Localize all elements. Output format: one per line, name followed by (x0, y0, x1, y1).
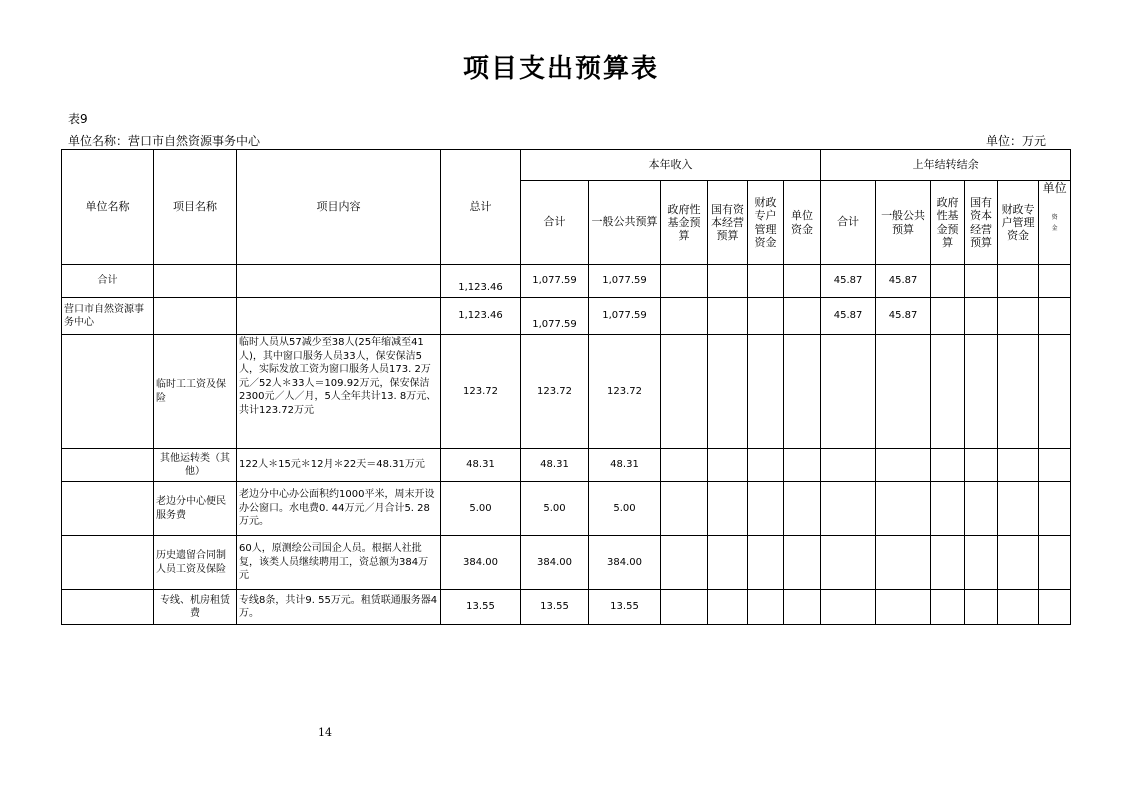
total-row-total: 1,123.46 (441, 265, 521, 298)
empty-cell (748, 590, 784, 625)
header-carry-unit-small-2: 金 (1051, 224, 1058, 232)
header-carry-unit-funds (1039, 181, 1071, 265)
project-income-general: 5.00 (589, 482, 661, 536)
empty-cell (748, 536, 784, 590)
unit-name-label: 单位名称：营口市自然资源事务中心 (68, 134, 261, 148)
project-income-total: 123.72 (521, 335, 589, 449)
empty-cell (661, 449, 708, 482)
header-income-unit-funds: 单位资金 (784, 181, 821, 265)
project-income-total: 5.00 (521, 482, 589, 536)
empty-cell (661, 590, 708, 625)
empty-cell (237, 265, 441, 298)
empty-cell (998, 265, 1039, 298)
empty-cell (965, 335, 998, 449)
empty-cell (748, 265, 784, 298)
project-name: 临时工工资及保险 (154, 335, 237, 449)
empty-cell (708, 590, 748, 625)
empty-cell (62, 449, 154, 482)
table-row (62, 449, 1071, 482)
table-row-unit (62, 298, 1071, 335)
empty-cell (998, 590, 1039, 625)
header-carry-fiscal-special: 财政专户管理资金 (998, 181, 1039, 265)
project-income-general: 13.55 (589, 590, 661, 625)
total-row-carry-general: 45.87 (876, 265, 931, 298)
empty-cell (965, 298, 998, 335)
empty-cell (708, 449, 748, 482)
header-project-name: 项目名称 (154, 150, 237, 265)
header-carry-state-capital: 国有资本经营预算 (965, 181, 998, 265)
empty-cell (784, 335, 821, 449)
empty-cell (1039, 449, 1071, 482)
empty-cell (1039, 590, 1071, 625)
unit-row-total: 1,123.46 (441, 298, 521, 335)
project-income-total: 48.31 (521, 449, 589, 482)
empty-cell (748, 335, 784, 449)
empty-cell (821, 482, 876, 536)
total-row-income-total: 1,077.59 (521, 265, 589, 298)
header-income-state-capital: 国有资本经营预算 (708, 181, 748, 265)
empty-cell (784, 536, 821, 590)
empty-cell (876, 536, 931, 590)
empty-cell (154, 265, 237, 298)
empty-cell (931, 482, 965, 536)
budget-table (61, 149, 1071, 625)
page-number: 14 (318, 726, 332, 739)
empty-cell (998, 298, 1039, 335)
empty-cell (998, 482, 1039, 536)
table-row (62, 536, 1071, 590)
empty-cell (1039, 335, 1071, 449)
table-row (62, 335, 1071, 449)
empty-cell (931, 536, 965, 590)
header-income-total: 合计 (521, 181, 589, 265)
header-carry-general: 一般公共预算 (876, 181, 931, 265)
empty-cell (876, 590, 931, 625)
unit-row-income-total: 1,077.59 (521, 298, 589, 335)
header-income-gov-fund: 政府性基金预算 (661, 181, 708, 265)
empty-cell (784, 298, 821, 335)
empty-cell (821, 590, 876, 625)
empty-cell (998, 449, 1039, 482)
project-income-general: 48.31 (589, 449, 661, 482)
header-income-fiscal-special: 财政专户管理资金 (748, 181, 784, 265)
empty-cell (661, 536, 708, 590)
empty-cell (965, 482, 998, 536)
empty-cell (62, 590, 154, 625)
project-content: 专线8条，共计9. 55万元。租赁联通服务器4万。 (237, 590, 441, 625)
project-income-total: 13.55 (521, 590, 589, 625)
empty-cell (708, 335, 748, 449)
empty-cell (965, 265, 998, 298)
empty-cell (998, 335, 1039, 449)
table-row-total (62, 265, 1071, 298)
currency-unit-label: 单位：万元 (986, 134, 1047, 148)
empty-cell (154, 298, 237, 335)
empty-cell (821, 536, 876, 590)
unit-row-income-general: 1,077.59 (589, 298, 661, 335)
empty-cell (931, 335, 965, 449)
header-total: 总计 (441, 150, 521, 265)
project-content: 60人，原测绘公司国企人员。根据人社批复，该类人员继续聘用工，资总额为384万元 (237, 536, 441, 590)
empty-cell (708, 265, 748, 298)
empty-cell (965, 536, 998, 590)
project-total: 48.31 (441, 449, 521, 482)
empty-cell (661, 298, 708, 335)
header-carry-total: 合计 (821, 181, 876, 265)
header-prev-year-carryover: 上年结转结余 (821, 150, 1071, 181)
empty-cell (748, 449, 784, 482)
empty-cell (998, 536, 1039, 590)
empty-cell (1039, 298, 1071, 335)
unit-row-label: 营口市自然资源事务中心 (62, 298, 154, 335)
empty-cell (965, 590, 998, 625)
unit-row-carry-total: 45.87 (821, 298, 876, 335)
table-row (62, 482, 1071, 536)
unit-row-carry-general: 45.87 (876, 298, 931, 335)
empty-cell (708, 536, 748, 590)
empty-cell (876, 335, 931, 449)
header-carry-gov-fund: 政府性基金预算 (931, 181, 965, 265)
header-current-year-income: 本年收入 (521, 150, 821, 181)
page-title: 项目支出预算表 (462, 54, 659, 84)
project-content: 122人＊15元＊12月＊22天＝48.31万元 (237, 449, 441, 482)
empty-cell (237, 298, 441, 335)
empty-cell (62, 536, 154, 590)
project-name: 历史遗留合同制人员工资及保险 (154, 536, 237, 590)
empty-cell (1039, 482, 1071, 536)
empty-cell (821, 335, 876, 449)
empty-cell (784, 482, 821, 536)
header-carry-unit-small-1: 资 (1051, 214, 1058, 222)
empty-cell (661, 335, 708, 449)
project-income-general: 123.72 (589, 335, 661, 449)
header-row-1 (62, 150, 1071, 181)
empty-cell (1039, 265, 1071, 298)
project-name: 专线、机房租赁费 (154, 590, 237, 625)
empty-cell (876, 482, 931, 536)
empty-cell (931, 449, 965, 482)
empty-cell (708, 482, 748, 536)
empty-cell (62, 482, 154, 536)
project-total: 5.00 (441, 482, 521, 536)
header-unit-name: 单位名称 (62, 150, 154, 265)
empty-cell (931, 590, 965, 625)
empty-cell (784, 265, 821, 298)
header-income-general: 一般公共预算 (589, 181, 661, 265)
empty-cell (784, 590, 821, 625)
header-carry-unit-main: 单位 (1042, 181, 1067, 195)
empty-cell (784, 449, 821, 482)
project-income-general: 384.00 (589, 536, 661, 590)
empty-cell (931, 298, 965, 335)
table-row (62, 590, 1071, 625)
project-total: 123.72 (441, 335, 521, 449)
project-content: 临时人员从57减少至38人(25年缩减至41人)，其中窗口服务人员33人，保安保洁5人，实际发放工资为窗口服务人员173. 2万元／52人＊33人＝109.92万元，保安保洁2300元／人／月，5人全年共计13. 8万元、共计123.72万元 (237, 335, 441, 449)
project-content: 老边分中心办公面积约1000平米，周末开设办公窗口。水电费0. 44万元／月合计5. 28万元。 (237, 482, 441, 536)
empty-cell (748, 482, 784, 536)
project-name: 老边分中心便民服务费 (154, 482, 237, 536)
project-name: 其他运转类（其他） (154, 449, 237, 482)
header-project-content: 项目内容 (237, 150, 441, 265)
empty-cell (931, 265, 965, 298)
table-number: 表9 (68, 112, 88, 126)
empty-cell (821, 449, 876, 482)
total-row-income-general: 1,077.59 (589, 265, 661, 298)
empty-cell (965, 449, 998, 482)
total-row-label: 合计 (62, 265, 154, 298)
empty-cell (661, 265, 708, 298)
empty-cell (708, 298, 748, 335)
project-income-total: 384.00 (521, 536, 589, 590)
empty-cell (661, 482, 708, 536)
total-row-carry-total: 45.87 (821, 265, 876, 298)
project-total: 384.00 (441, 536, 521, 590)
empty-cell (1039, 536, 1071, 590)
project-total: 13.55 (441, 590, 521, 625)
empty-cell (748, 298, 784, 335)
empty-cell (62, 335, 154, 449)
empty-cell (876, 449, 931, 482)
